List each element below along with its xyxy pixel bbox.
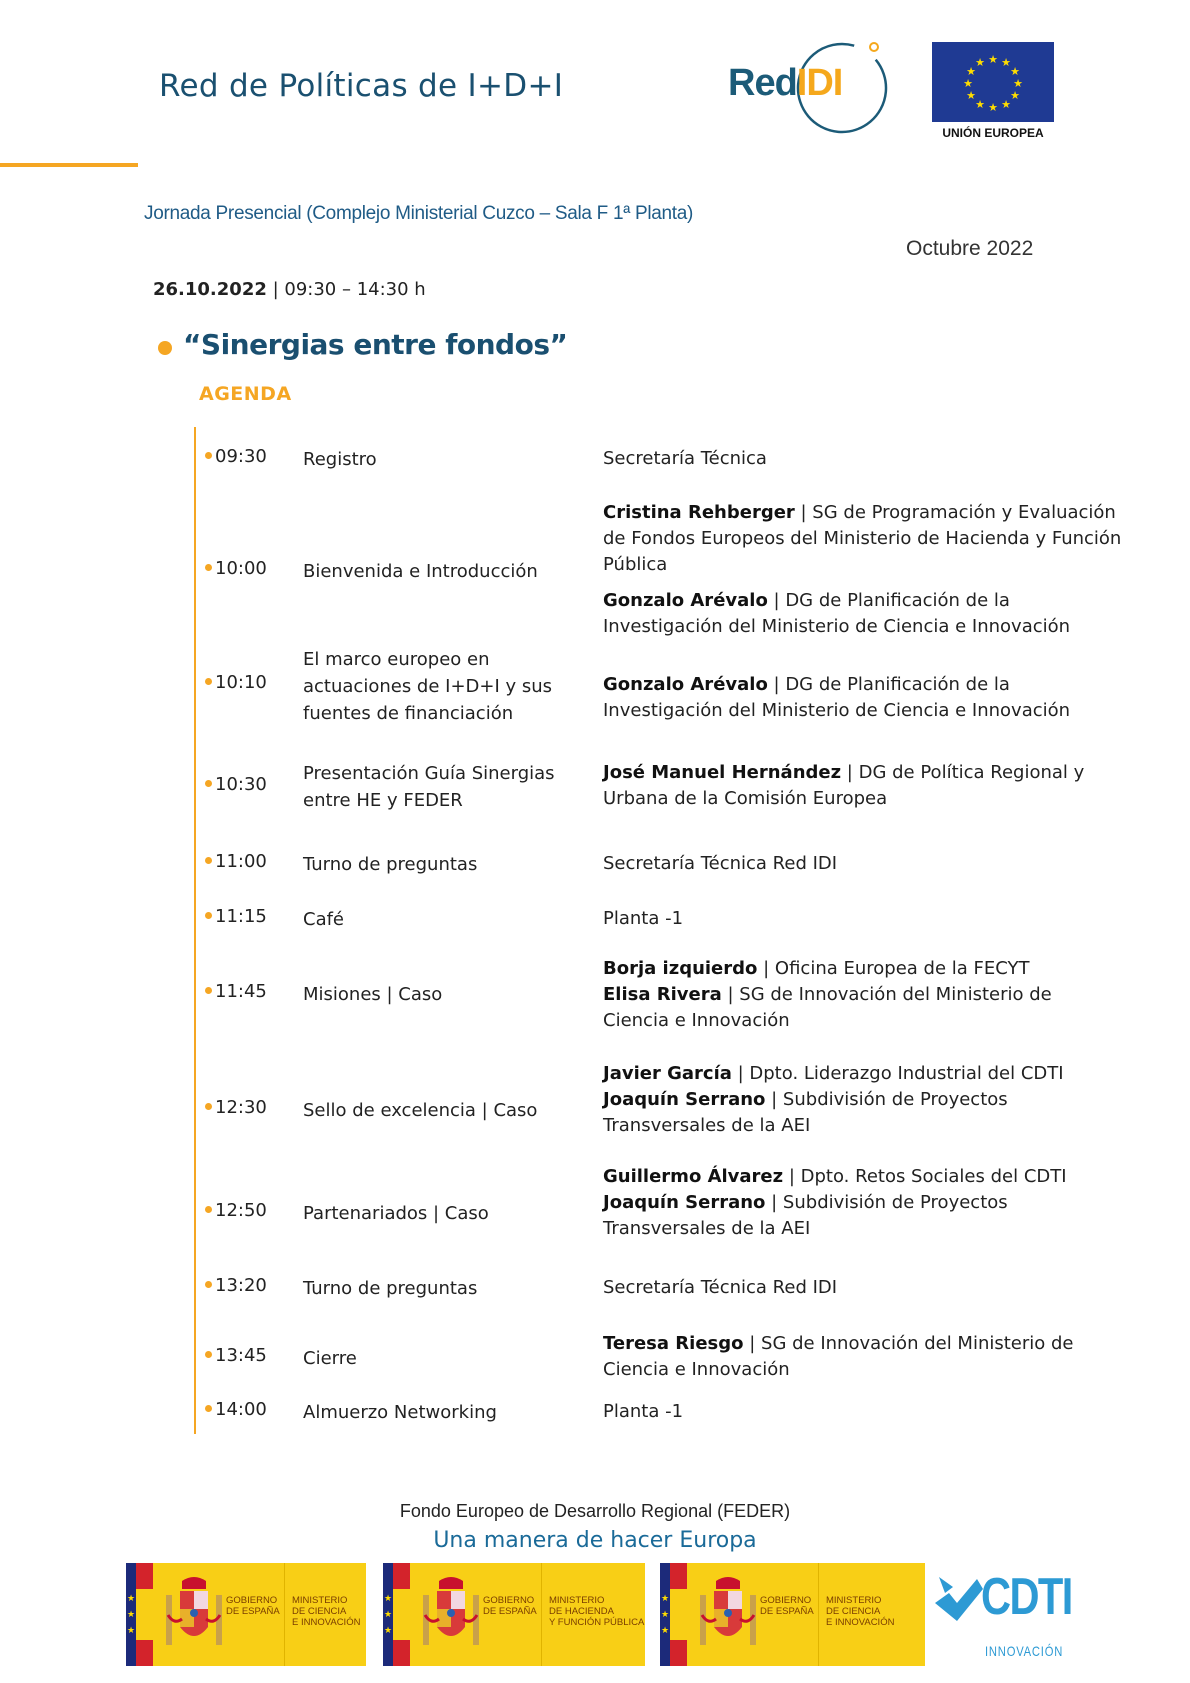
agenda-speakers [603, 1399, 1123, 1435]
speaker-name: Elisa Rivera [603, 984, 722, 1005]
speaker-role: | Subdivisión de Proyectos Transversales de la AEI [603, 1089, 1008, 1136]
agenda-activity: El marco europeo en actuaciones de I+D+I y sus fuentes de financiación [303, 649, 553, 724]
bullet-icon [205, 1351, 212, 1358]
agenda-time [205, 1399, 295, 1420]
speaker-entry [603, 672, 1123, 724]
speaker-entry [603, 851, 1123, 877]
bullet-icon [205, 1405, 212, 1412]
bullet-icon [205, 780, 212, 787]
eu-spain-flag-icon: ★ ★ ★ [660, 1563, 687, 1666]
agenda-speakers [603, 1331, 1123, 1393]
speaker-role: Planta -1 [603, 1401, 684, 1422]
agenda-time [205, 672, 295, 693]
speaker-name: Joaquín Serrano [603, 1089, 766, 1110]
speaker-entry [603, 1190, 1123, 1242]
cdti-name: CDTI [981, 1568, 1072, 1626]
svg-text:★: ★ [988, 53, 998, 66]
spain-government-logo [660, 1563, 925, 1666]
agenda-time [205, 558, 295, 579]
bullet-icon [205, 987, 212, 994]
speaker-name: Cristina Rehberger [603, 502, 795, 523]
gov-name: GOBIERNO DE ESPAÑA [226, 1595, 280, 1617]
cdti-logo [935, 1563, 1072, 1668]
speaker-entry [603, 1331, 1123, 1383]
agenda-speakers [603, 1275, 1123, 1311]
agenda-time [205, 851, 295, 872]
agenda-activity: Café [303, 909, 345, 930]
agenda-speakers [603, 851, 1123, 887]
speaker-entry [603, 1061, 1123, 1087]
cdti-check-icon [935, 1575, 985, 1635]
gov-name: GOBIERNO DE ESPAÑA [483, 1595, 537, 1617]
speaker-role: | DG de Política Regional y Urbana de la Comisión Europea [603, 762, 1085, 809]
speaker-entry [603, 1399, 1123, 1425]
agenda-activity: Partenariados | Caso [303, 1203, 489, 1224]
speaker-entry [603, 500, 1123, 578]
agenda-speakers [603, 1061, 1123, 1139]
speaker-role: | SG de Programación y Evaluación de Fondos Europeos del Ministerio de Hacienda y Función Pública [603, 502, 1122, 575]
agenda-time-value: 13:20 [215, 1275, 267, 1296]
speaker-role: Secretaría Técnica Red IDI [603, 853, 838, 874]
agenda-speakers [603, 672, 1123, 734]
network-title: Red de Políticas de I+D+I [159, 68, 564, 104]
agenda-time-value: 11:15 [215, 906, 267, 927]
agenda-time [205, 981, 295, 1002]
divider [541, 1563, 542, 1666]
speaker-role: | SG de Innovación del Ministerio de Ciencia e Innovación [603, 984, 1052, 1031]
agenda-time-value: 12:30 [215, 1097, 267, 1118]
agenda-time-value: 10:10 [215, 672, 267, 693]
bullet-icon [205, 912, 212, 919]
agenda-time-value: 10:00 [215, 558, 267, 579]
speaker-entry [603, 1087, 1123, 1139]
redidi-logo-red: Red [728, 62, 797, 104]
svg-text:★: ★ [1010, 89, 1020, 102]
spain-government-logo [126, 1563, 366, 1666]
bullet-icon [158, 341, 172, 355]
speaker-role: | Oficina Europea de la FECYT [757, 958, 1030, 979]
coat-of-arms-icon [421, 1575, 481, 1653]
speaker-entry [603, 1275, 1123, 1301]
feder-label: Fondo Europeo de Desarrollo Regional (FEDER) [399, 1501, 791, 1521]
agenda-activity: Cierre [303, 1348, 357, 1369]
agenda-time-value: 11:45 [215, 981, 267, 1002]
speaker-role: | Dpto. Retos Sociales del CDTI [783, 1166, 1067, 1187]
agenda-activity: Sello de excelencia | Caso [303, 1100, 538, 1121]
agenda-heading: AGENDA [199, 383, 292, 405]
svg-text:★: ★ [975, 56, 985, 69]
svg-text:★: ★ [1013, 77, 1023, 90]
divider [284, 1563, 285, 1666]
header-accent-rule [0, 163, 138, 167]
event-month: Octubre 2022 [906, 237, 1034, 260]
bullet-icon [205, 857, 212, 864]
speaker-role: | Subdivisión de Proyectos Transversales de la AEI [603, 1192, 1008, 1239]
event-time-range: | 09:30 – 14:30 h [266, 279, 426, 300]
eu-spain-flag-icon: ★ ★ ★ [383, 1563, 410, 1666]
eu-label: UNIÓN EUROPEA [942, 126, 1044, 140]
bullet-icon [205, 1206, 212, 1213]
speaker-entry [603, 588, 1123, 640]
svg-text:★: ★ [988, 101, 998, 114]
speaker-name: Javier García [603, 1063, 732, 1084]
agenda-activity: Almuerzo Networking [303, 1402, 497, 1423]
speaker-name: Gonzalo Arévalo [603, 590, 768, 611]
svg-text:★: ★ [966, 89, 976, 102]
speaker-entry [603, 956, 1123, 982]
eu-spain-flag-icon: ★ ★ ★ [126, 1563, 153, 1666]
agenda-time-value: 12:50 [215, 1200, 267, 1221]
spain-government-logo [383, 1563, 645, 1666]
eu-flag-icon [932, 42, 1054, 122]
svg-text:★: ★ [1010, 65, 1020, 78]
svg-text:★: ★ [975, 98, 985, 111]
speaker-name: José Manuel Hernández [603, 762, 842, 783]
coat-of-arms-icon [164, 1575, 224, 1653]
agenda-activity: Turno de preguntas [303, 1278, 478, 1299]
agenda-time [205, 774, 295, 795]
speaker-name: Gonzalo Arévalo [603, 674, 768, 695]
divider [818, 1563, 819, 1666]
eu-logo [932, 42, 1054, 142]
svg-text:★: ★ [1001, 98, 1011, 111]
agenda-activity: Turno de preguntas [303, 854, 478, 875]
speaker-name: Guillermo Álvarez [603, 1166, 784, 1187]
bullet-icon [205, 452, 212, 459]
speaker-role: | DG de Planificación de la Investigación del Ministerio de Ciencia e Innovación [603, 590, 1071, 637]
agenda-time-value: 11:00 [215, 851, 267, 872]
speaker-name: Joaquín Serrano [603, 1192, 766, 1213]
agenda-time [205, 1275, 295, 1296]
speaker-entry [603, 982, 1123, 1034]
cdti-subtitle: INNOVACIÓN [985, 1643, 1064, 1659]
agenda-speakers [603, 446, 1123, 482]
svg-text:★: ★ [966, 65, 976, 78]
agenda-time-value: 13:45 [215, 1345, 267, 1366]
ministry-name: MINISTERIO DE HACIENDA Y FUNCIÓN PÚBLICA [549, 1595, 645, 1628]
agenda-time [205, 1097, 295, 1118]
speaker-role: | Dpto. Liderazgo Industrial del CDTI [731, 1063, 1064, 1084]
bullet-icon [205, 564, 212, 571]
event-date: 26.10.2022 [153, 279, 267, 300]
agenda-activity: Misiones | Caso [303, 984, 443, 1005]
agenda-activity: Bienvenida e Introducción [303, 561, 538, 582]
agenda-speakers [603, 500, 1123, 650]
event-date-time [153, 279, 426, 300]
redidi-logo [726, 38, 906, 134]
agenda-activity: Registro [303, 449, 377, 470]
coat-of-arms-icon [698, 1575, 758, 1653]
speaker-role: Planta -1 [603, 908, 684, 929]
agenda-time [205, 1200, 295, 1221]
agenda-speakers [603, 906, 1123, 942]
speaker-role: | DG de Planificación de la Investigación del Ministerio de Ciencia e Innovación [603, 674, 1071, 721]
svg-text:★: ★ [1001, 56, 1011, 69]
gov-name: GOBIERNO DE ESPAÑA [760, 1595, 814, 1617]
svg-text:★: ★ [963, 77, 973, 90]
speaker-name: Borja izquierdo [603, 958, 758, 979]
redidi-logo-idi: IDI [796, 62, 843, 104]
speaker-entry [603, 906, 1123, 932]
speaker-role: | SG de Innovación del Ministerio de Ciencia e Innovación [603, 1333, 1074, 1380]
event-venue: Jornada Presencial (Complejo Ministerial Cuzco – Sala F 1ª Planta) [144, 203, 694, 224]
agenda-speakers [603, 760, 1123, 822]
speaker-entry [603, 446, 1123, 472]
event-title: “Sinergias entre fondos” [183, 328, 568, 361]
agenda-activity: Presentación Guía Sinergias entre HE y FEDER [303, 763, 555, 811]
agenda-time [205, 446, 295, 467]
bullet-icon [205, 1281, 212, 1288]
speaker-entry [603, 760, 1123, 812]
agenda-time [205, 906, 295, 927]
bullet-icon [205, 1103, 212, 1110]
agenda-time-value: 10:30 [215, 774, 267, 795]
ministry-name: MINISTERIO DE CIENCIA E INNOVACIÓN [826, 1595, 895, 1628]
speaker-role: Secretaría Técnica [603, 448, 767, 469]
ministry-name: MINISTERIO DE CIENCIA E INNOVACIÓN [292, 1595, 361, 1628]
agenda-time [205, 1345, 295, 1366]
agenda-speakers [603, 956, 1123, 1034]
agenda-time-value: 09:30 [215, 446, 267, 467]
speaker-entry [603, 1164, 1123, 1190]
bullet-icon [205, 678, 212, 685]
agenda-speakers [603, 1164, 1123, 1242]
agenda-time-value: 14:00 [215, 1399, 267, 1420]
speaker-role: Secretaría Técnica Red IDI [603, 1277, 838, 1298]
feder-slogan: Una manera de hacer Europa [433, 1528, 757, 1553]
agenda-timeline-line [194, 427, 196, 1434]
speaker-name: Teresa Riesgo [603, 1333, 744, 1354]
